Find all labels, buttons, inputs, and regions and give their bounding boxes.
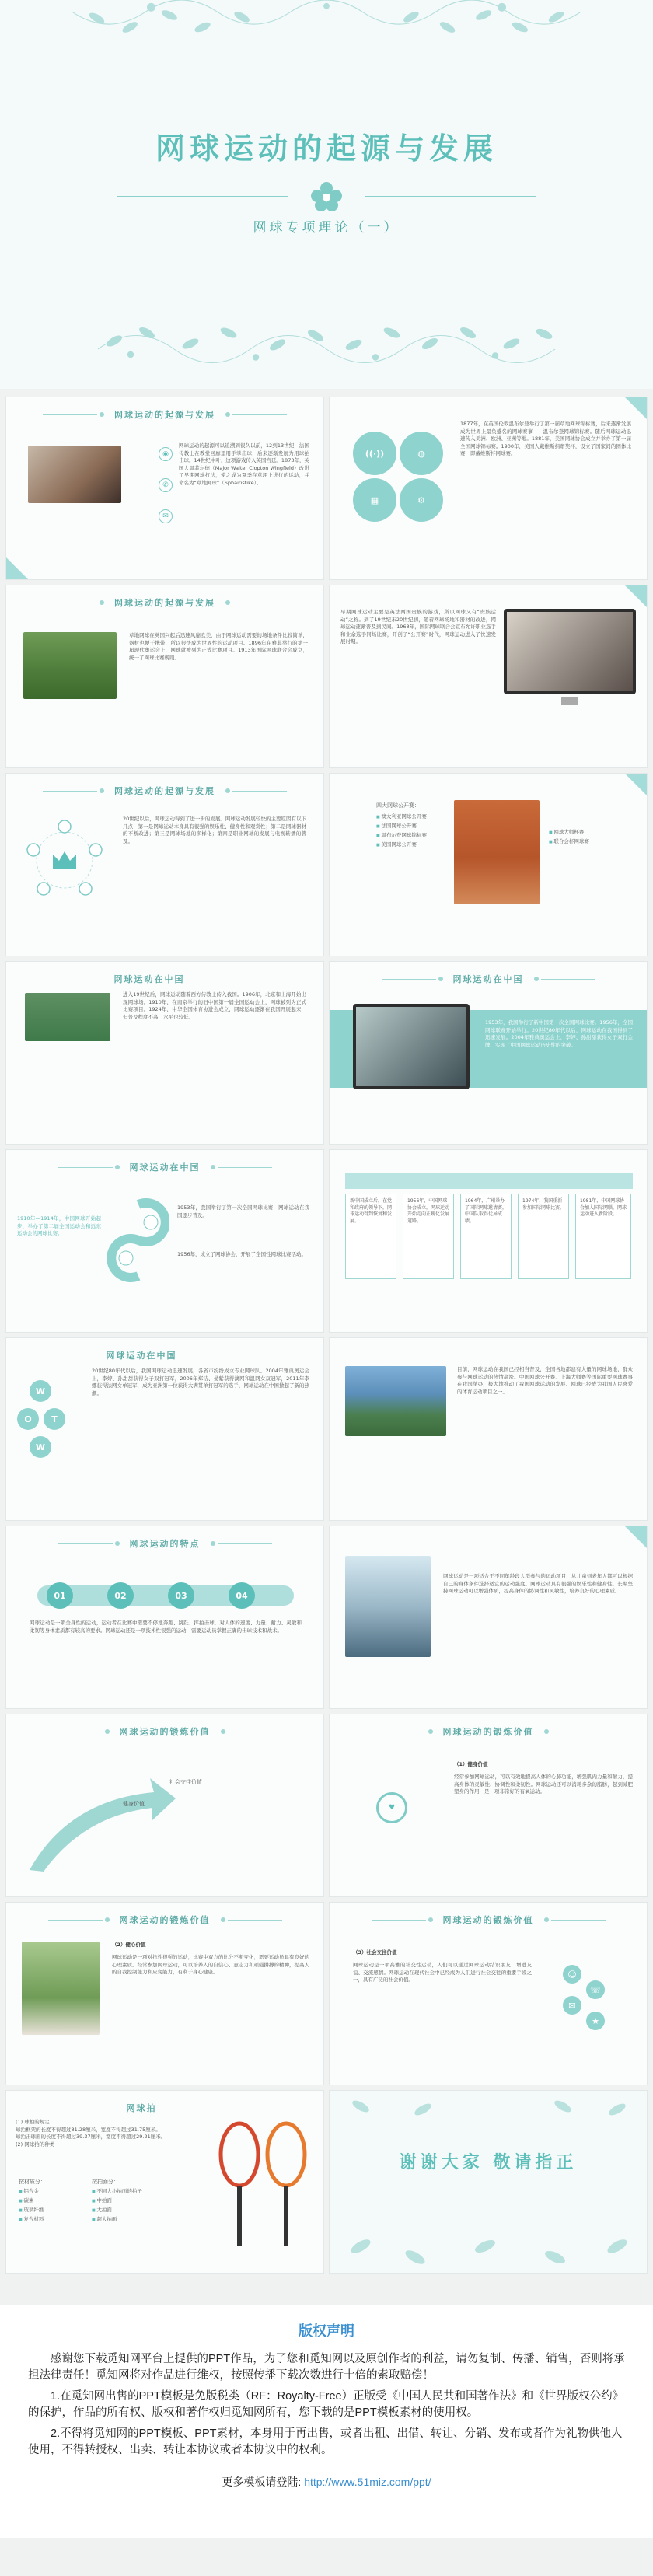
social-icon-3: ✉ — [563, 1996, 581, 2015]
cover-title: 网球运动的起源与发展 — [155, 131, 498, 166]
more-label: 更多模板请登陆: — [222, 2476, 302, 2488]
slide-text: 经常参加网球运动，可以有效地提高人体的心肺功能，增强肌肉力量和耐力，提高身体的灵敏性、协调性和柔韧性。网球运动还可以消耗多余的脂肪，起到减肥塑身的作用，是一项非常好的有氧运动。 — [454, 1774, 633, 1795]
slide-title: 网球运动在中国 — [129, 1162, 201, 1173]
list-title: 四大网球公开赛： — [376, 802, 420, 809]
list-item: ■ 温布尔登网球锦标赛 — [376, 831, 427, 841]
more-templates — [28, 2474, 625, 2490]
slide-origin-3 — [5, 585, 324, 768]
slide-text: 1877年，在英国伦敦温布尔登举行了第一届草地网球锦标赛，后来逐渐发展成为世界上最负盛名的网球赛事——温布尔登网球锦标赛。随后网球运动迅速传入美洲、欧洲、亚洲等地。1881年，美国网球协会成立并举办了第一届全国网球锦标赛。1900年，美国人戴维斯捐赠奖杯，设立了国家间的团体比赛，即戴维斯杯网球赛。 — [460, 421, 631, 456]
slide-title: 网球拍 — [126, 2103, 157, 2113]
timeline-col: 1974年，我国重新参加国际网球比赛。 — [518, 1194, 569, 1279]
floral-frame — [330, 2091, 648, 2274]
curve-diagram — [107, 1197, 169, 1282]
badge-o: O — [17, 1408, 39, 1430]
slide-text: 目前，网球运动在我国已经相当普及，全国各地都建有大量的网球场地，群众参与网球运动的热情高涨。中国网球公开赛、上海大师赛等国际重要网球赛事在我国举办，极大地推动了我国网球运动的发展。网球已经成为我国人民喜爱的体育运动项目之一。 — [457, 1366, 633, 1395]
list-item: ■ 美国网球公开赛 — [376, 841, 427, 850]
material-list — [19, 2187, 44, 2225]
wifi-icon: ((·)) — [353, 432, 396, 475]
slide-origin-5 — [5, 773, 324, 956]
timeline-col: 新中国成立后，在党和政府的领导下，网球运动得到恢复和发展。 — [345, 1194, 396, 1279]
divider-left — [117, 196, 288, 197]
badge-t: T — [44, 1408, 65, 1430]
sub-b: 按拍面分： — [92, 2179, 119, 2185]
slide-title: 网球运动的锻炼价值 — [442, 1727, 534, 1737]
slide-title: 网球运动在中国 — [106, 1351, 177, 1361]
list-item: ■ 铝合金 — [19, 2187, 44, 2197]
step-04: 04 — [229, 1582, 255, 1609]
slide-text: 进入19世纪后，网球运动随着西方传教士传入我国。1906年，北京和上海开始出现网球场。1910年，在南京举行的旧中国第一届全国运动会上，网球被列为正式比赛项目。1924年，中华全国体育协进会成立，网球运动逐渐在我国开展起来，但普及程度不高，水平也较低。 — [123, 991, 306, 1020]
other-events-list — [549, 828, 589, 847]
slide-text: 网球运动是一项对抗性很强的运动，比赛中双方的比分不断变化，需要运动员具有良好的心理素质。经常参加网球运动，可以培养人的自信心、意志力和顽强拼搏的精神，提高人的自我控制能力和应变能力，有利于身心健康。 — [112, 1954, 309, 1975]
slide-text: 20世纪80年代以后，我国网球运动迅速发展，各省市纷纷成立专业网球队。2004年雅典奥运会上，李婷、孙甜甜获得女子双打冠军，2006年郑洁、晏紫获得澳网和温网女双冠军，2011年李娜获得法网女单冠军，成为亚洲第一位获得大满贯单打冠军的选手，网球运动在中国掀起了新的热潮。 — [92, 1368, 309, 1396]
slide-value-2 — [329, 1714, 648, 1897]
heart-icon: ♥ — [376, 1792, 407, 1823]
slide-origin-4 — [329, 585, 648, 768]
phone-icon: ✆ — [159, 478, 173, 492]
sub-a: 按材质分： — [19, 2179, 46, 2185]
flower-icon — [308, 180, 345, 213]
slide-origin-1 — [5, 397, 324, 580]
slide-text: 网球运动是一项全身性的运动，运动者在比赛中需要不停地奔跑、跳跃、挥拍击球，对人体的速度、力量、耐力、灵敏和柔韧等身体素质都有较高的要求。网球运动还是一项技术性很强的运动，需要运动员掌握正确的击球技术和战术。 — [30, 1620, 302, 1634]
slide-china-1 — [5, 961, 324, 1145]
slide-title: 网球运动的起源与发展 — [114, 598, 215, 608]
slide-title: 网球运动的锻炼价值 — [119, 1915, 211, 1925]
slide-features-1 — [5, 1526, 324, 1709]
step-03: 03 — [168, 1582, 194, 1609]
settings-icon: ⚙ — [400, 478, 443, 522]
monitor-photo — [504, 609, 636, 694]
slide-title: 网球运动的特点 — [129, 1539, 201, 1549]
list-item: ■ 不同大小拍面的拍子 — [92, 2187, 142, 2197]
step-01: 01 — [47, 1582, 73, 1609]
list-item: ■ 碳素 — [19, 2197, 44, 2206]
crown-diagram — [22, 817, 107, 903]
racket-line: 球拍击球面的长度不得超过39.37厘米，宽度不得超过29.21厘米。 — [16, 2134, 166, 2140]
grand-slam-list — [376, 813, 427, 850]
racket-line: (2) 网球拍的种类 — [16, 2141, 55, 2148]
slide-china-3 — [5, 1149, 324, 1333]
arrow-shape — [22, 1769, 177, 1878]
chart-icon: ▦ — [353, 478, 396, 522]
list-item: ■ 玻璃纤维 — [19, 2206, 44, 2215]
monitor-photo — [353, 1004, 470, 1089]
label-social: 社会交往价值 — [169, 1779, 202, 1785]
slide-title: 网球运动的起源与发展 — [114, 410, 215, 420]
step-track — [37, 1585, 294, 1606]
box-text-2: 1956年，成立了网球协会，开展了全国性网球比赛活动。 — [177, 1251, 307, 1257]
racket-illustration — [208, 2114, 317, 2254]
timeline-col: 1956年，中国网球协会成立，网球运动开始走向正规化发展道路。 — [403, 1194, 454, 1279]
section-head: （3）社会交往价值 — [353, 1949, 397, 1956]
badge-w-1: W — [30, 1380, 51, 1402]
timeline-col: 1964年，广州举办了国际网球邀请赛，中国队取得优异成绩。 — [460, 1194, 512, 1279]
cover-slide — [0, 0, 653, 389]
list-item: ■ 超大拍面 — [92, 2215, 142, 2225]
slide-text: 1953年，我国举行了新中国第一次全国网球比赛。1956年，全国网球联赛开始举行。20世纪80年代以后，网球运动在我国得到了迅速发展。2004年雅典奥运会上，李婷、孙甜甜获得女子双打金牌，实现了中国网球运动历史性的突破。 — [485, 1019, 633, 1048]
slide-text: 20世纪以后，网球运动得到了进一步的发展。网球运动发展较快的主要原因有以下几点：第一是网球运动本身具有很强的娱乐性、健身性和观赏性；第二是网球器材的不断改进；第三是网球场地的多样化；第四是职业网球的发展与电视转播的普及。 — [123, 816, 306, 844]
section-head: （1）健身价值 — [454, 1761, 488, 1767]
timeline-col: 1981年，中国网球协会加入国际网联，网球运动进入新阶段。 — [575, 1194, 631, 1279]
photo-tennis-player — [28, 446, 121, 503]
floral-border-bottom — [0, 311, 653, 365]
social-icon-1: ☺ — [563, 1965, 581, 1984]
size-list — [92, 2187, 142, 2225]
cover-subtitle: 网球专项理论（一） — [253, 220, 400, 236]
globe-icon: ◍ — [400, 432, 443, 475]
slide-title: 网球运动在中国 — [452, 974, 524, 984]
copyright-para-1: 感谢您下载觅知网平台上提供的PPT作品，为了您和觅知网以及原创作者的利益，请勿复制、传播、销售，否则将承担法律责任！觅知网将对作品进行维权，按照传播下载次数进行十倍的索取赔偿！ — [28, 2353, 625, 2382]
badge-w-2: W — [30, 1436, 51, 1458]
photo-grass-court — [23, 632, 117, 699]
slide-text: 网球运动是一项高雅的社交性运动，人们可以通过网球运动结识朋友、增进友谊、交流感情。网球运动在现代社会中已经成为人们进行社会交往的重要手段之一，具有广泛的社会价值。 — [353, 1962, 532, 1983]
slide-value-4 — [329, 1902, 648, 2085]
mail-icon: ✉ — [159, 509, 173, 523]
list-item: ■ 复合材料 — [19, 2215, 44, 2225]
slide-title: 网球运动的锻炼价值 — [442, 1915, 534, 1925]
slide-text: 早期网球运动主要是英法两国贵族的游戏，所以网球又有“贵族运动”之称。到了19世纪末20世纪初，随着网球场地和器材的改进，网球运动逐渐普及到民间。1968年，国际网球联合会宣布允许职业选手和业余选手同场比赛，开创了“公开赛”时代，网球运动进入了快速发展时期。 — [340, 609, 496, 645]
monitor-stand — [561, 697, 578, 705]
slide-features-2 — [329, 1526, 648, 1709]
slide-china-2 — [329, 961, 648, 1145]
left-text: 1910年—1914年，中国网球开始起步，举办了第二届全国运动会和远东运动会的网球比赛。 — [17, 1215, 101, 1236]
slide-china-4 — [329, 1149, 648, 1333]
slide-value-3 — [5, 1902, 324, 2085]
slide-origin-6 — [329, 773, 648, 956]
slide-text: 网球运动是一项适合于不同年龄段人群参与的运动项目，从儿童到老年人都可以根据自己的身体条件选择适宜的运动强度。网球运动具有很强的娱乐性和健身性，长期坚持网球运动可以增强体质，提高身体的协调性和灵敏性，培养良好的心理素质。 — [443, 1573, 633, 1594]
label-health: 健身价值 — [123, 1801, 145, 1807]
timeline-band — [345, 1173, 633, 1189]
photo-clay-court — [454, 800, 540, 904]
divider-right — [365, 196, 536, 197]
list-item: ■ 大拍面 — [92, 2206, 142, 2215]
slide-title: 网球运动在中国 — [113, 974, 185, 984]
section-head: （2）健心价值 — [112, 1942, 146, 1948]
copyright-para-3: 2.不得将觅知网的PPT模板、PPT素材，本身用于再出售，或者出租、出借、转让、分销、发布或者作为礼物供他人使用，不得转授权、出卖、转让本协议或者本协议中的权利。 — [28, 2427, 623, 2456]
slide-racket — [5, 2090, 324, 2274]
floral-border-top — [0, 0, 653, 54]
racket-line: (1) 球拍的规定 — [16, 2119, 50, 2125]
list-item: ■ 澳大利亚网球公开赛 — [376, 813, 427, 822]
copyright-title: 版权声明 — [299, 2323, 354, 2339]
social-icon-2: ☏ — [586, 1980, 605, 1999]
list-item: ■ 中拍面 — [92, 2197, 142, 2206]
photo-federer — [22, 1942, 100, 2035]
slide-china-6 — [329, 1337, 648, 1521]
slide-text: 草地网球在英国兴起后迅速风靡欧美，由于网球运动需要的场地条件比较简单，器材也便于携带，所以很快成为世界性的运动项目。1896年在雅典举行的第一届现代奥运会上，网球就被列为正式比赛项目。1913年国际网球联合会成立，统一了网球比赛规则。 — [129, 632, 308, 661]
slide-title: 网球运动的起源与发展 — [114, 786, 215, 796]
slide-title: 网球运动的锻炼价值 — [119, 1727, 211, 1737]
location-icon: ◉ — [159, 447, 173, 461]
copyright-section — [0, 2305, 653, 2538]
copyright-para-2: 1.在觅知网出售的PPT模板是免版税类（RF：Royalty-Free）正版受《中国人民共和国著作法》和《世界版权公约》的保护，作品的所有权、版权和著作权归觅知网所有，您下载的是PPT模板素材的使用权。 — [28, 2390, 624, 2419]
slide-origin-2 — [329, 397, 648, 580]
slide-text: 网球运动的起源可以追溯到很久以前，12到13世纪，法国传教士在教堂回廊里用手掌击球，后来逐渐发展为用球拍击球。14世纪中叶，这项游戏传入英国宫廷。1873年，英国人温菲尔德（Major Walter Clopton Wingfield）改进了早期网球打法，使之成为夏季在草坪上进行的运动，并命名为“草地网球”（Sphairistike）。 — [179, 442, 309, 486]
slide-thanks — [329, 2090, 648, 2274]
more-link[interactable]: http://www.51miz.com/ppt/ — [304, 2476, 431, 2488]
photo-stadium-crowd — [345, 1366, 446, 1436]
thanks-text: 谢谢大家 敬请指正 — [399, 2152, 578, 2172]
step-02: 02 — [107, 1582, 134, 1609]
slide-grid — [0, 397, 653, 2274]
photo-stadium — [25, 993, 110, 1041]
social-icon-4: ★ — [586, 2012, 605, 2030]
list-item: ■ 法国网球公开赛 — [376, 822, 427, 831]
slide-value-1 — [5, 1714, 324, 1897]
box-text-1: 1953年，我国举行了第一次全国网球比赛，网球运动在我国逐步普及。 — [177, 1204, 309, 1218]
slide-china-5 — [5, 1337, 324, 1521]
list-item: ■ 网球大师杯赛 — [549, 828, 589, 837]
photo-child-player — [345, 1556, 431, 1657]
racket-line: 球拍框架的长度不得超过81.28厘米，宽度不得超过31.75厘米。 — [16, 2126, 161, 2133]
list-item: ■ 联合会杯网球赛 — [549, 837, 589, 847]
